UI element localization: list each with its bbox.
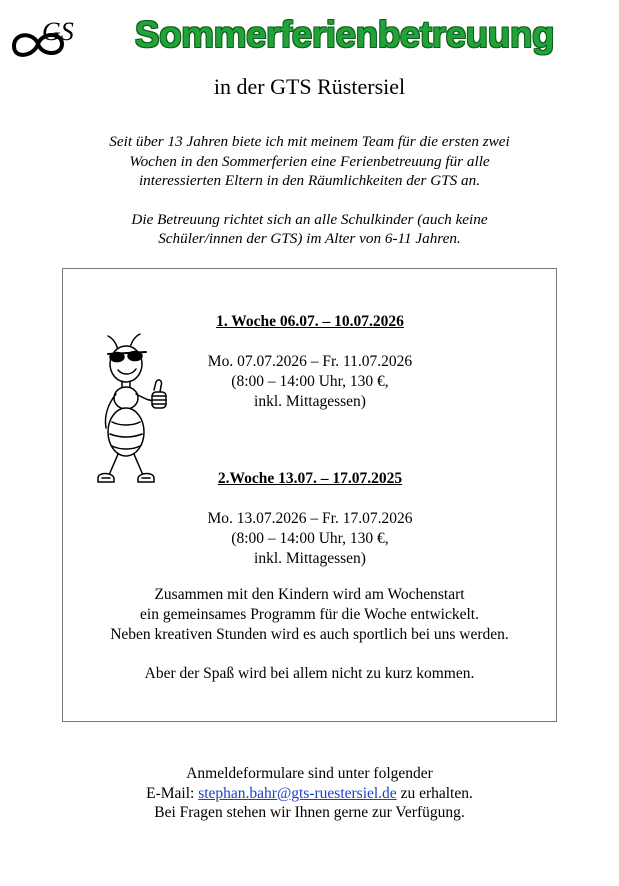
week-2-meal: inkl. Mittagessen) (254, 550, 366, 567)
week-1-heading: 1. Woche 06.07. – 10.07.2026 (216, 313, 404, 330)
week-1-time: (8:00 – 14:00 Uhr, 130 €, (231, 373, 389, 390)
week-1-dates: Mo. 07.07.2026 – Fr. 11.07.2026 (207, 353, 413, 370)
week-1-meal: inkl. Mittagessen) (254, 393, 366, 410)
week-2-time: (8:00 – 14:00 Uhr, 130 €, (231, 530, 389, 547)
program-description (62, 585, 557, 645)
week-1-block (170, 312, 450, 412)
week-2-block (170, 469, 450, 569)
week-2-dates: Mo. 13.07.2026 – Fr. 17.07.2026 (207, 510, 413, 527)
description-line-2: ein gemeinsames Programm für die Woche entwickelt. (140, 606, 479, 623)
logo-text: GS (42, 17, 74, 46)
week-2-heading: 2.Woche 13.07. – 17.07.2025 (217, 470, 403, 487)
intro-paragraph-2: Die Betreuung richtet sich an alle Schulkinder (auch keine Schüler/innen der GTS) im Alter von 6-11 Jahren. (131, 210, 488, 247)
intro-paragraph-1: Seit über 13 Jahren biete ich mit meinem Team für die ersten zwei Wochen in den Sommerferien eine Ferienbetreuung für alle interessierten Eltern in den Räumlichkeiten der GTS an. (109, 133, 510, 189)
footer-line-2: E-Mail: stephan.bahr@gts-ruestersiel.de zu erhalten. (146, 784, 473, 802)
footer-line-1: Anmeldeformulare sind unter folgender (186, 765, 433, 782)
closing-text (62, 664, 557, 684)
intro-text (40, 132, 579, 268)
page-subtitle: in der GTS Rüstersiel (213, 74, 406, 99)
description-line-1: Zusammen mit den Kindern wird am Wochenstart (154, 586, 465, 603)
footer-line-3: Bei Fragen stehen wir Ihnen gerne zur Verfügung. (154, 804, 465, 821)
footer-contact (0, 764, 619, 823)
closing-line: Aber der Spaß wird bei allem nicht zu kurz kommen. (144, 665, 475, 682)
page-title: Sommerferienbetreuung (134, 14, 555, 55)
description-line-3: Neben kreativen Stunden wird es auch sportlich bei uns werden. (110, 626, 509, 643)
email-link[interactable]: stephan.bahr@gts-ruestersiel.de (198, 784, 397, 802)
